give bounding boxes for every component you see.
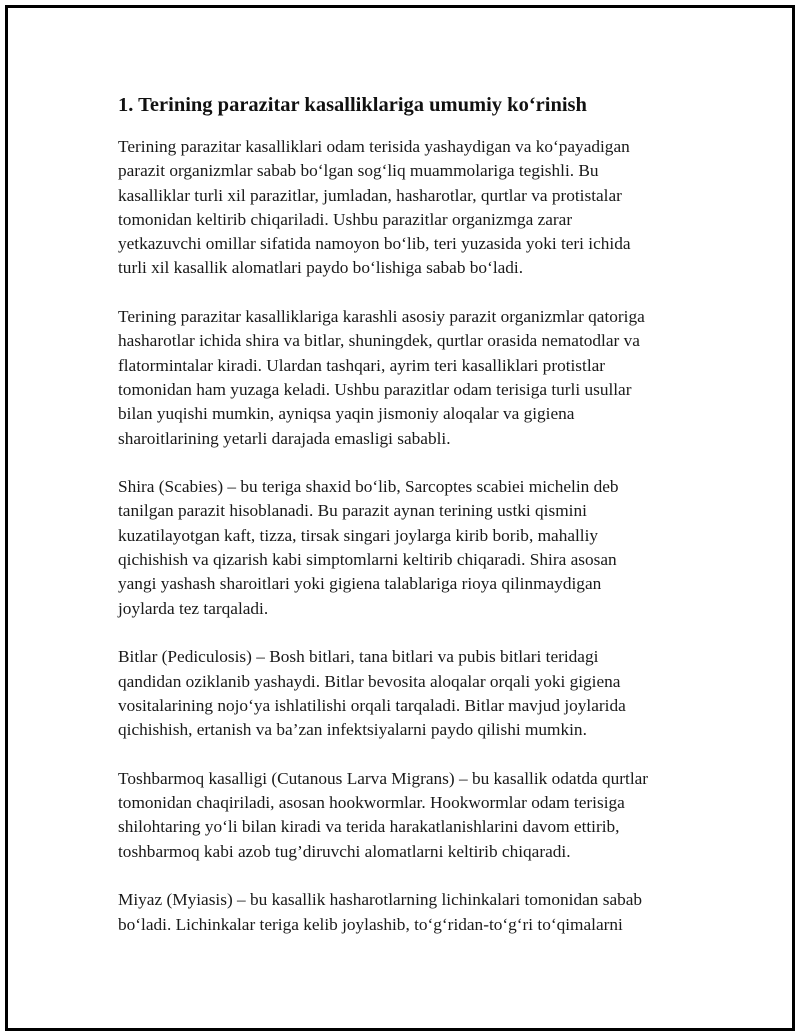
- paragraph-line: parazit organizmlar sabab bo‘lgan sog‘liq muammolariga tegishli. Bu: [118, 161, 599, 181]
- paragraph: [118, 767, 698, 864]
- paragraph: [118, 475, 698, 621]
- paragraph-line: Terining parazitar kasalliklari odam terisida yashaydigan va ko‘payadigan: [118, 137, 630, 156]
- paragraph-line: bilan yuqishi mumkin, ayniqsa yaqin jismoniy aloqalar va gigiena: [118, 404, 575, 424]
- document-body: [118, 92, 698, 961]
- paragraph: [118, 645, 698, 742]
- paragraph-line: qandidan oziklanib yashaydi. Bitlar bevosita aloqalar orqali yoki gigiena: [118, 671, 621, 691]
- paragraph-line: Shira (Scabies) – bu teriga shaxid bo‘lib, Sarcoptes scabiei michelin deb: [118, 477, 619, 497]
- paragraph-line: yangi yashash sharoitlari yoki gigiena talablariga rioya qilinmaydigan: [118, 574, 602, 594]
- paragraph-line: Toshbarmoq kasalligi (Cutanous Larva Migrans) – bu kasallik odatda qurtlar: [118, 768, 649, 788]
- document-title: 1. Terining parazitar kasalliklariga umumiy ko‘rinish: [118, 94, 587, 116]
- paragraph-line: sharoitlarining yetarli darajada emasligi sababli.: [118, 428, 451, 448]
- paragraph-line: yetkazuvchi omillar sifatida namoyon bo‘lib, teri yuzasida yoki teri ichida: [118, 234, 631, 254]
- paragraph-line: joylarda tez tarqaladi.: [118, 598, 269, 618]
- paragraph-line: Bitlar (Pediculosis) – Bosh bitlari, tana bitlari va pubis bitlari teridagi: [118, 647, 599, 667]
- paragraph-line: vositalarining nojo‘ya ishlatilishi orqali tarqaladi. Bitlar mavjud joylarida: [118, 695, 626, 715]
- paragraph: [118, 888, 698, 937]
- paragraph-line: bo‘ladi. Lichinkalar teriga kelib joylashib, to‘g‘ridan-to‘g‘ri to‘qimalarni: [118, 914, 623, 934]
- paragraph-line: flatormintalar kiradi. Ulardan tashqari, ayrim teri kasalliklari protistlar: [118, 355, 606, 375]
- paragraph-list: [118, 135, 698, 937]
- paragraph-line: hasharotlar ichida shira va bitlar, shuningdek, qurtlar orasida nematodlar va: [118, 331, 640, 351]
- paragraph-line: turli xil kasallik alomatlari paydo bo‘lishiga sabab bo‘ladi.: [118, 258, 524, 278]
- paragraph-line: tomonidan keltirib chiqariladi. Ushbu parazitlar organizmga zarar: [118, 209, 573, 229]
- paragraph-line: Miyaz (Myiasis) – bu kasallik hasharotlarning lichinkalari tomonidan sabab: [118, 890, 643, 910]
- paragraph-line: shilohtaring yo‘li bilan kiradi va terida harakatlanishlarini davom ettirib,: [118, 817, 620, 837]
- paragraph-line: kasalliklar turli xil parazitlar, jumladan, hasharotlar, qurtlar va protistalar: [118, 185, 622, 205]
- paragraph-line: kuzatilayotgan kaft, tizza, tirsak singari joylarga kirib borib, mahalliy: [118, 525, 599, 545]
- paragraph-line: qichishish, ertanish va ba’zan infektsiyalarni paydo qilishi mumkin.: [118, 720, 587, 740]
- paragraph-line: Terining parazitar kasalliklariga karashli asosiy parazit organizmlar qatoriga: [118, 307, 645, 327]
- paragraph-line: qichishish va qizarish kabi simptomlarni keltirib chiqaradi. Shira asosan: [118, 550, 617, 570]
- paragraph-line: tomonidan chaqiriladi, asosan hookwormlar. Hookwormlar odam terisiga: [118, 793, 625, 813]
- paragraph-line: tomonidan ham yuzaga keladi. Ushbu parazitlar odam terisiga turli usullar: [118, 379, 632, 399]
- paragraph-line: toshbarmoq kabi azob tug’diruvchi alomatlarni keltirib chiqaradi.: [118, 841, 571, 861]
- paragraph: [118, 135, 698, 281]
- paragraph-line: tanilgan parazit hisoblanadi. Bu parazit aynan terining ustki qismini: [118, 501, 587, 521]
- paragraph: [118, 305, 698, 451]
